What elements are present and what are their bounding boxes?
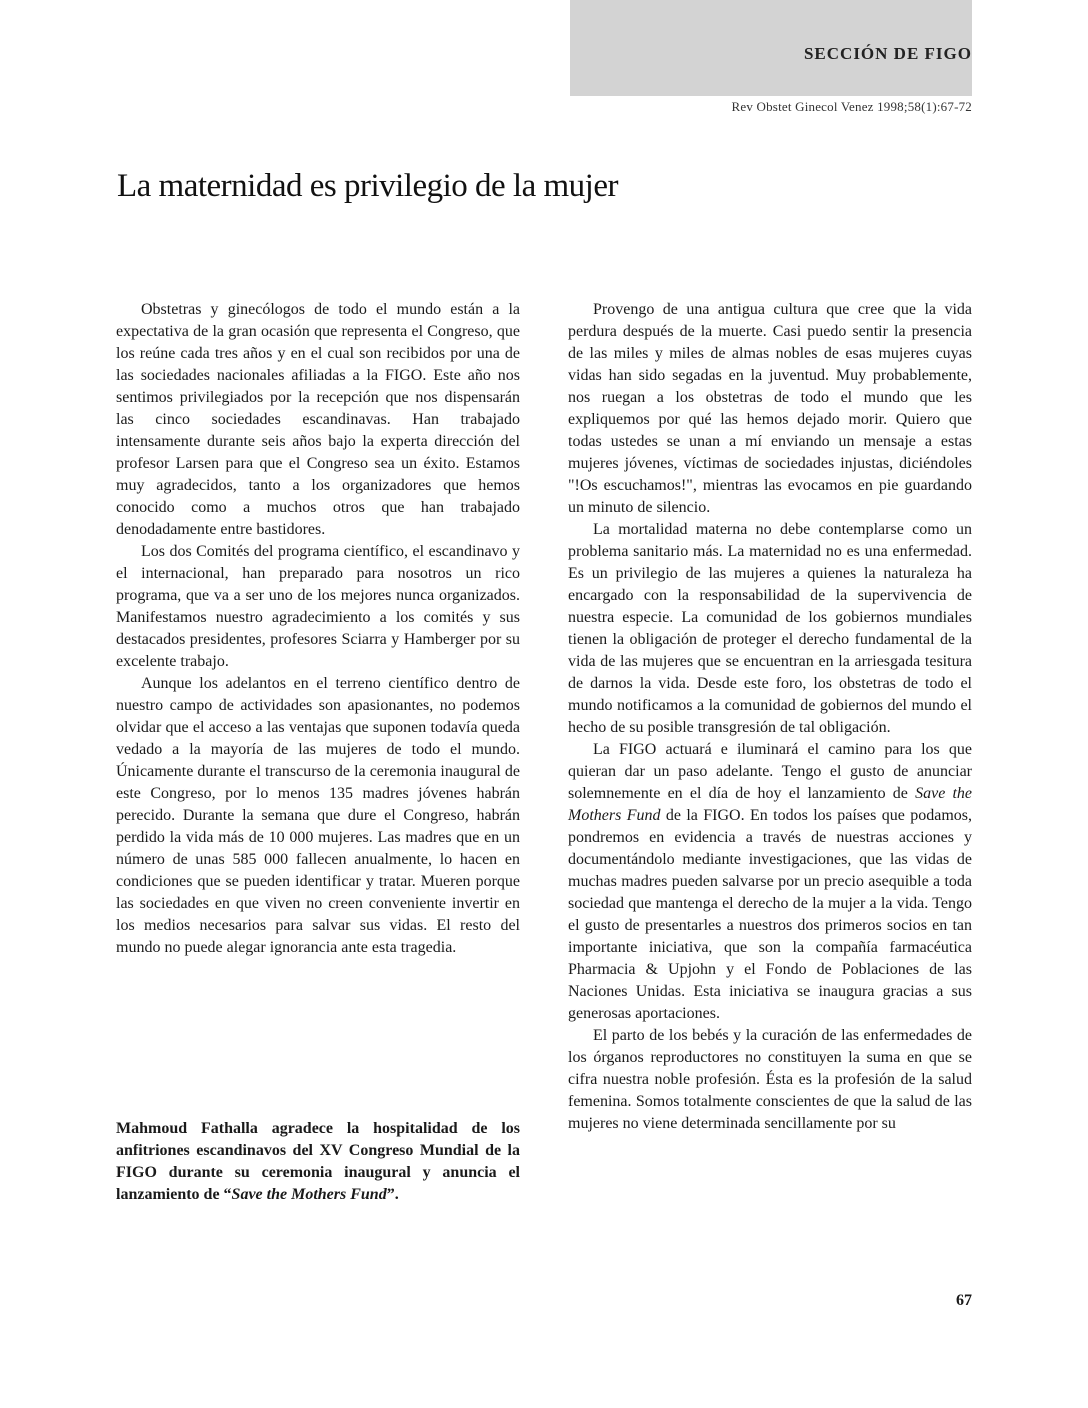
lead-italic: Save the Mothers Fund [231, 1186, 387, 1203]
lead-end: ”. [386, 1186, 399, 1203]
paragraph: Aunque los adelantos en el terreno científico dentro de nuestro campo de actividades son apasionantes, no podemos olvidar que el acceso a las ventajas que suponen todavía queda vedado a la mayoría de las mujeres de todo el mundo. Únicamente durante el transcurso de la ceremonia inaugural de este Congreso, por lo menos 135 madres jóvenes habrán perecido. Durante la semana que dure el Congreso, habrán perdido la vida más de 10 000 mujeres. Las madres que en un número de unas 585 000 fallecen anualmente, lo hacen en condiciones que se pueden identificar y tratar. Mueren porque las sociedades en que viven no creen conveniente invertir en los medios necesarios para salvar sus vidas. El resto del mundo no puede alegar ignorancia ante esta tragedia. [116, 675, 520, 956]
left-column [116, 299, 520, 959]
page-number: 67 [956, 1292, 972, 1309]
right-column [568, 299, 972, 1135]
paragraph: Obstetras y ginecólogos de todo el mundo están a la expectativa de la gran ocasión que representa el Congreso, que los reúne cada tres años y en el cual son recibidos por una de las sociedades nacionales afiliadas a la FIGO. Este año nos sentimos privilegiados por la recepción que nos dispensarán las cinco sociedades escandinavas. Han trabajado intensamente durante seis años bajo la experta dirección del profesor Larsen para que el Congreso sea un éxito. Estamos muy agradecidos, tanto a los organizadores que hemos conocido como a muchos otros que han trabajado denodadamente entre bastidores. [116, 301, 520, 538]
paragraph-text: de la FIGO. En todos los países que podamos, pondremos en evidencia a través de nuestras acciones y documentándolo mediante investigaciones, que las vidas de muchas madres pueden salvarse por un precio asequible a toda sociedad que mantenga el derecho de la mujer a la vida. Tengo el gusto de presentarles a nuestros dos primeros socios en tan importante iniciativa, que son la compañía farmacéutica Pharmacia & Upjohn y el Fondo de Poblaciones de las Naciones Unidas. Esta iniciativa se inaugura gracias a sus generosas aportaciones. [568, 807, 972, 1022]
journal-citation: Rev Obstet Ginecol Venez 1998;58(1):67-72 [731, 99, 972, 114]
lead-text: Mahmoud Fathalla agradece la hospitalidad de los anfitriones escandinavos del XV Congreso Mundial de la FIGO durante su ceremonia inaugural y anuncia el lanzamiento de “ [116, 1120, 520, 1203]
paragraph: La mortalidad materna no debe contemplarse como un problema sanitario más. La maternidad no es una enfermedad. Es un privilegio de las mujeres a quienes la naturaleza ha encargado con la responsabilidad de la supervivencia de nuestra especie. La comunidad de los gobiernos mundiales tienen la obligación de proteger el derecho fundamental de la vida de las mujeres que se encuentran en la arriesgada tesitura de darnos la vida. Desde este foro, los obstetras de todo el mundo notificamos a la comunidad de gobiernos del mundo el hecho de su posible transgresión de tal obligación. [568, 521, 972, 736]
fund-name: Save the Mothers Fund [568, 785, 973, 824]
paragraph: Provengo de una antigua cultura que cree que la vida perdura después de la muerte. Casi puedo sentir la presencia de las miles y miles de almas nobles de esas mujeres cuyas vidas han sido segadas en la juventud. Muy probablemente, nos ruegan a los obstetras de todo el mundo que les expliquemos por qué las hemos dejado morir. Quiero que todas ustedes se unan a mí enviando un mensaje a estas mujeres jóvenes, víctimas de sociedades injustas, diciéndoles "!Os escuchamos!", mientras las evocamos en pie guardando un minuto de silencio. [568, 301, 972, 516]
article-lead [116, 1118, 520, 1206]
paragraph: El parto de los bebés y la curación de las enfermedades de los órganos reproductores no constituyen la suma en que se cifra nuestra noble profesión. Ésta es la profesión de la salud femenina. Somos totalmente conscientes de que la salud de las mujeres no viene determinada sencillamente por su [568, 1027, 972, 1132]
section-label: SECCIÓN DE FIGO [803, 44, 972, 63]
paragraph: Los dos Comités del programa científico, el escandinavo y el internacional, han preparado para nosotros un rico programa, que va a ser uno de los mejores nunca organizados. Manifestamos nuestro agradecimiento a los comités y sus destacados presidentes, profesores Sciarra y Hamberger por su excelente trabajo. [116, 543, 520, 670]
paragraph-text: La FIGO actuará e iluminará el camino para los que quieran dar un paso adelante. Tengo el gusto de anunciar solemnemente en el día de hoy el lanzamiento de [568, 741, 972, 802]
article-title: La maternidad es privilegio de la mujer [117, 168, 618, 204]
paragraph [568, 739, 972, 1025]
